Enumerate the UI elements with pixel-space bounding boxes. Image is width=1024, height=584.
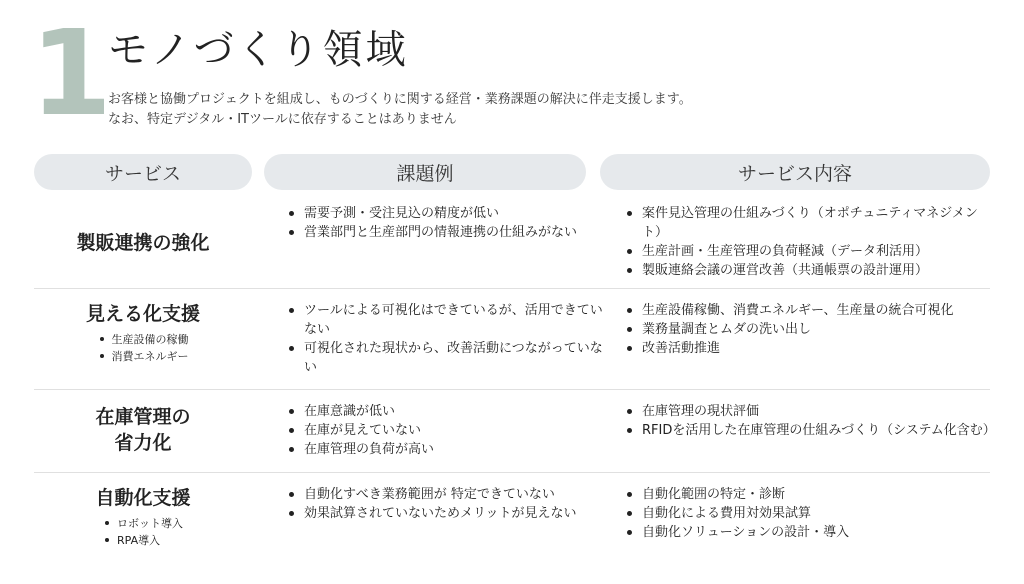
column-header-content: サービス内容: [600, 154, 990, 190]
content-list: [622, 301, 992, 358]
list-item: 自動化ソリューションの設計・導入: [622, 523, 992, 542]
table-row: [34, 289, 990, 390]
content-list: [622, 485, 992, 542]
issues-list: [284, 485, 610, 523]
list-item: 製販連絡会議の運営改善（共通帳票の設計運用）: [622, 261, 992, 280]
service-title: 見える化支援: [85, 303, 200, 325]
list-item: 自動化すべき業務範囲が 特定できていない: [284, 485, 610, 504]
service-title: 製販連携の強化: [76, 232, 210, 254]
issues-list: [284, 402, 610, 459]
column-header-issues: 課題例: [264, 154, 586, 190]
list-item: 業務量調査とムダの洗い出し: [622, 320, 992, 339]
list-item: 在庫が見えていない: [284, 421, 610, 440]
list-item: 在庫管理の負荷が高い: [284, 440, 610, 459]
list-item: RPA導入: [103, 532, 183, 549]
list-item: 自動化による費用対効果試算: [622, 504, 992, 523]
list-item: 消費エネルギー: [98, 348, 189, 365]
content-list: [622, 402, 996, 440]
table-row: [34, 196, 990, 289]
column-header-service: サービス: [34, 154, 252, 190]
table-row: [34, 473, 990, 579]
list-item: ロボット導入: [103, 515, 183, 532]
service-cell: [34, 485, 252, 549]
issues-list: [284, 301, 610, 377]
service-title-line: 在庫管理の: [95, 406, 191, 428]
list-item: 案件見込管理の仕組みづくり（オポチュニティマネジメント）: [622, 204, 992, 242]
list-item: RFIDを活用した在庫管理の仕組みづくり（システム化含む）: [622, 421, 992, 440]
description-line: なお、特定デジタル・ITツールに依存することはありません: [108, 112, 457, 127]
service-cell: [34, 230, 252, 256]
list-item: 生産計画・生産管理の負荷軽減（データ利活用）: [622, 242, 992, 261]
list-item: 自動化範囲の特定・診断: [622, 485, 992, 504]
service-cell: [34, 301, 252, 365]
list-item: 在庫管理の現状評価: [622, 402, 992, 421]
list-item: 可視化された現状から、改善活動につながっていない: [284, 339, 610, 377]
service-title-line: 省力化: [114, 432, 172, 454]
list-item: 生産設備稼働、消費エネルギー、生産量の統合可視化: [622, 301, 992, 320]
list-item: 在庫意識が低い: [284, 402, 610, 421]
service-title: 自動化支援: [95, 487, 191, 509]
description-line: お客様と協働プロジェクトを組成し、ものづくりに関する経営・業務課題の解決に伴走支援します。: [108, 92, 692, 107]
list-item: ツールによる可視化はできているが、活用できていない: [284, 301, 610, 339]
list-item: 生産設備の稼働: [98, 331, 189, 348]
service-sub-list: [98, 331, 189, 365]
content-list: [622, 204, 992, 280]
service-cell: [34, 404, 252, 456]
table-row: [34, 390, 996, 473]
section-number: 1: [30, 4, 113, 142]
page-description: [108, 90, 692, 130]
list-item: 効果試算されていないためメリットが見えない: [284, 504, 610, 523]
service-sub-list: [103, 515, 183, 549]
issues-list: [284, 204, 610, 242]
list-item: 改善活動推進: [622, 339, 992, 358]
list-item: 需要予測・受注見込の精度が低い: [284, 204, 610, 223]
page-title: モノづくり領域: [108, 27, 409, 73]
list-item: 営業部門と生産部門の情報連携の仕組みがない: [284, 223, 610, 242]
